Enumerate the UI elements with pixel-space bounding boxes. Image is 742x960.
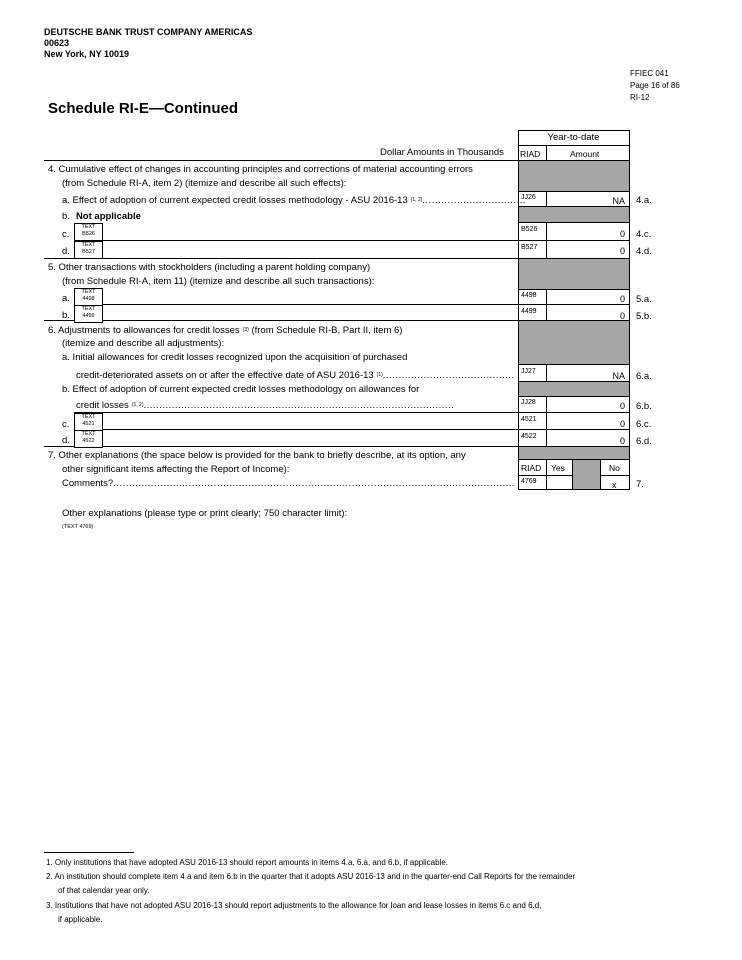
item-reference: 6.a. [636,371,652,382]
item-label: c. [62,419,70,430]
comments-label: Comments? [62,478,114,489]
item-reference: 6.c. [636,419,652,430]
item-5-text-cont: (from Schedule RI-A, item 11) (itemize and describe all such transactions): [62,276,375,287]
bank-header [44,27,252,60]
item-label: d. [62,435,70,446]
footnote-1: 1. Only institutions that have adopted ASU 2016-13 should report amounts in items 4.a, 6.a, and 6.b, if applicable. [46,858,449,867]
riad-code: 4499 [521,308,537,315]
item-label: a. [62,293,70,304]
riad-code: 4521 [521,416,537,423]
shaded-cell [519,259,629,289]
no-checkbox[interactable]: x [612,480,617,490]
item-reference: 4.c. [636,229,652,240]
item-6-text-cont: (itemize and describe all adjustments): [62,338,225,349]
footnote-ref: (1, 2) [410,197,423,203]
item-reference: 4.a. [636,195,652,206]
item-6-text-source: (from Schedule RI-B, Part II, item 6) [251,325,403,336]
item-label: c. [62,229,70,240]
item-7-text-cont: other significant items affecting the Report of Income): [62,464,290,475]
bank-number: 00623 [44,38,70,48]
item-reference: 7. [636,479,644,490]
amount-value[interactable]: NA [612,371,625,381]
footnote-ref: (3) [242,327,249,333]
amount-value[interactable]: 0 [619,419,625,429]
year-to-date-header: Year-to-date [547,132,600,143]
riad-code: B527 [521,244,538,251]
item-reference: 4.d. [636,246,652,257]
item-6b-text: b. Effect of adoption of current expected credit losses methodology on allowances for [62,384,420,395]
text-code-box[interactable]: TEXT 4522 [74,430,103,448]
item-label: b. [62,310,70,321]
item-6b-text-cont: credit losses [76,400,129,411]
riad-code: 4769 [521,478,537,485]
form-number: FFIEC 041 [630,69,669,78]
yes-header: Yes [551,463,565,473]
dollar-amounts-label: Dollar Amounts in Thousands [380,147,504,158]
bank-name: DEUTSCHE BANK TRUST COMPANY AMERICAS [44,27,253,37]
item-label: b. [62,211,70,222]
item-reference: 5.b. [636,311,652,322]
other-explanations-label: Other explanations (please type or print clearly; 750 character limit): [62,508,348,519]
shaded-cell [519,381,629,396]
item-4-text: 4. Cumulative effect of changes in accounting principles and corrections of material accounting errors [48,164,473,175]
footnote-2: 2. An institution should complete item 4.a and item 6.b in the quarter that it adopts ASU 2016-13 and in the quarter-end Call Reports for the remainder [46,872,576,881]
riad-header: RIAD [521,463,542,473]
item-label: d. [62,246,70,257]
riad-code: 4498 [521,292,537,299]
amount-value[interactable]: 0 [619,229,625,239]
amount-value[interactable]: NA [612,196,625,206]
footnote-divider [44,852,134,853]
amount-value[interactable]: 0 [619,311,625,321]
amount-value[interactable]: 0 [619,294,625,304]
item-reference: 5.a. [636,294,652,305]
shaded-cell [573,460,600,489]
item-4-text-cont: (from Schedule RI-A, item 2) (itemize and describe all such effects): [62,178,347,189]
footnote-2-cont: of that calendar year only. [58,886,150,895]
page-title: Schedule RI-E—Continued [48,100,239,117]
item-6a-text: a. Initial allowances for credit losses recognized upon the acquisition of purchased [62,352,408,363]
riad-header: RIAD [520,149,541,159]
item-reference: 6.b. [636,401,652,412]
text-code-label: (TEXT 4769) [62,524,94,530]
riad-code: B526 [521,226,538,233]
riad-code: JJ28 [521,399,536,406]
schedule-code: RI-12 [630,93,650,102]
text-code-box[interactable]: TEXT 4521 [74,413,103,431]
text-code-box[interactable]: TEXT 4498 [74,288,103,306]
form-identifier [630,68,680,104]
item-4a-text: a. Effect of adoption of current expected credit losses methodology - ASU 2016-13 [62,195,408,206]
shaded-cell [519,321,629,364]
text-code-box[interactable]: TEXT 4499 [74,305,103,323]
shaded-cell [519,206,629,222]
amount-value[interactable]: 0 [619,246,625,256]
item-6a-text-cont: credit-deteriorated assets on or after the effective date of ASU 2016-13 [76,370,374,381]
item-reference: 6.d. [636,436,652,447]
shaded-cell [519,447,629,459]
footnote-ref: (1) [376,372,383,378]
riad-code: JJ27 [521,368,536,375]
item-7-text: 7. Other explanations (the space below is provided for the bank to briefly describe, at its option, any [48,450,466,461]
item-6-text: 6. Adjustments to allowances for credit losses [48,325,240,336]
amount-value[interactable]: 0 [619,401,625,411]
footnote-3: 3. Institutions that have not adopted ASU 2016-13 should report adjustments to the allowance for loan and lease losses in items 6.c and 6.d, [46,901,542,910]
no-header: No [609,463,620,473]
amount-header: Amount [570,149,600,159]
bank-city: New York, NY 10019 [44,49,130,59]
footnote-ref: (1, 2) [131,402,144,408]
shaded-cell [519,161,629,191]
page-number: Page 16 of 86 [630,81,680,90]
item-4b-text: Not applicable [75,211,141,222]
item-5-text: 5. Other transactions with stockholders (including a parent holding company) [48,262,371,273]
riad-code: JJ26 [521,194,536,201]
text-code-box[interactable]: TEXT B526 [74,223,103,241]
riad-code: 4522 [521,433,537,440]
amount-value[interactable]: 0 [619,436,625,446]
text-code-box[interactable]: TEXT B527 [74,241,103,259]
footnote-3-cont: if applicable. [58,915,103,924]
